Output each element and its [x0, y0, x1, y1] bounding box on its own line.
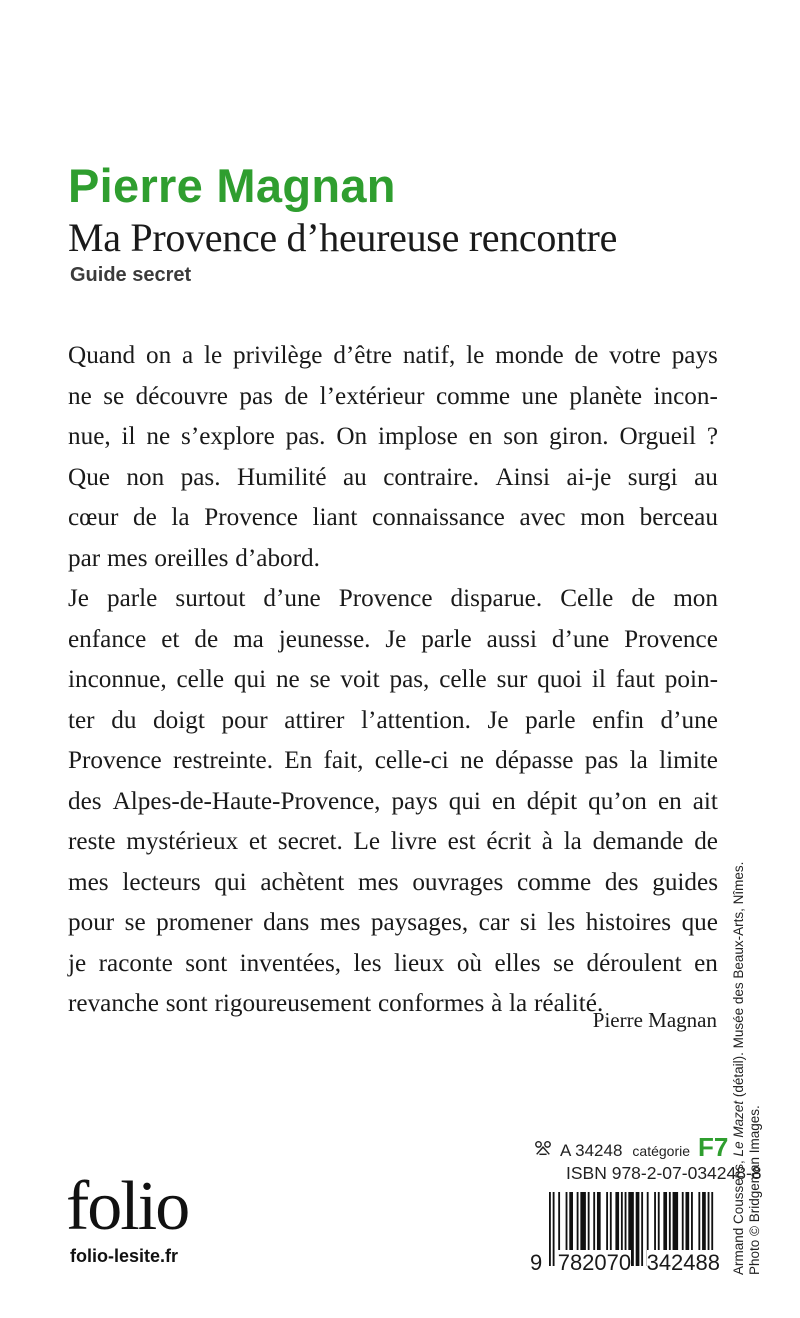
folio-emblem-icon [534, 1139, 552, 1157]
barcode-digit-group: 9 [530, 1250, 543, 1275]
blurb-line: nue, il ne s’explore pas. On implose en son giron. Orgueil ? [68, 423, 718, 450]
blurb-line: je raconte sont inventées, les lieux où elles se déroulent en [68, 949, 718, 977]
category-value: F7 [698, 1132, 729, 1162]
author-name: Pierre Magnan [68, 159, 396, 212]
category-label: catégorie [632, 1143, 690, 1159]
blurb-signature: Pierre Magnan [592, 1008, 717, 1032]
barcode-digit-group: 782070 [557, 1250, 632, 1275]
blurb-line: mes lecteurs qui achètent mes ouvrages comme des guides [68, 868, 718, 896]
credit-work: Le Mazet [731, 1100, 746, 1157]
blurb-line: par mes oreilles d’abord. [68, 544, 320, 572]
blurb-line: Que non pas. Humilité au contraire. Ainsi ai-je surgi au [68, 463, 718, 491]
book-subtitle: Guide secret [70, 264, 192, 286]
blurb-line: ter du doigt pour attirer l’attention. Je parle enfin d’une [68, 706, 718, 734]
blurb-line: inconnue, celle qui ne se voit pas, celle sur quoi il faut poin- [68, 666, 718, 693]
folio-logo: folio [66, 1168, 189, 1245]
cover-image-credit [731, 862, 763, 1275]
publisher-website: folio-lesite.fr [70, 1246, 179, 1266]
credit-artist: Armand Coussens, [731, 1156, 746, 1275]
back-cover-blurb [68, 336, 718, 1025]
book-title: Ma Provence d’heureuse rencontre [68, 215, 618, 260]
blurb-line: ne se découvre pas de l’extérieur comme une planète incon- [68, 382, 718, 410]
blurb-line: Quand on a le privilège d’être natif, le monde de votre pays [68, 342, 718, 369]
catalog-code: A 34248 [560, 1141, 623, 1160]
blurb-line: pour se promener dans mes paysages, car si les histoires que [68, 909, 718, 936]
blurb-line: cœur de la Provence liant connaissance avec mon berceau [68, 504, 718, 531]
barcode-digit-group: 342488 [646, 1250, 720, 1275]
credit-photo: Photo © Bridgeman Images. [747, 1105, 762, 1275]
blurb-line: revanche sont rigoureusement conformes à la réalité. [68, 990, 604, 1017]
blurb-line: Provence restreinte. En fait, celle-ci ne dépasse pas la limite [68, 747, 718, 774]
blurb-line: Je parle surtout d’une Provence disparue. Celle de mon [68, 585, 718, 612]
blurb-line: des Alpes-de-Haute-Provence, pays qui en dépit qu’on en ait [68, 787, 718, 815]
blurb-line: reste mystérieux et secret. Le livre est écrit à la demande de [68, 828, 718, 855]
credit-museum: (détail). Musée des Beaux-Arts, Nîmes. [731, 861, 746, 1101]
credit-artwork-line [731, 862, 747, 1275]
blurb-line: enfance et de ma jeunesse. Je parle aussi d’une Provence [68, 625, 718, 653]
isbn: ISBN 978-2-07-034248-8 [566, 1163, 762, 1183]
catalog-code-row [534, 1132, 728, 1163]
barcode-digits [530, 1250, 720, 1276]
